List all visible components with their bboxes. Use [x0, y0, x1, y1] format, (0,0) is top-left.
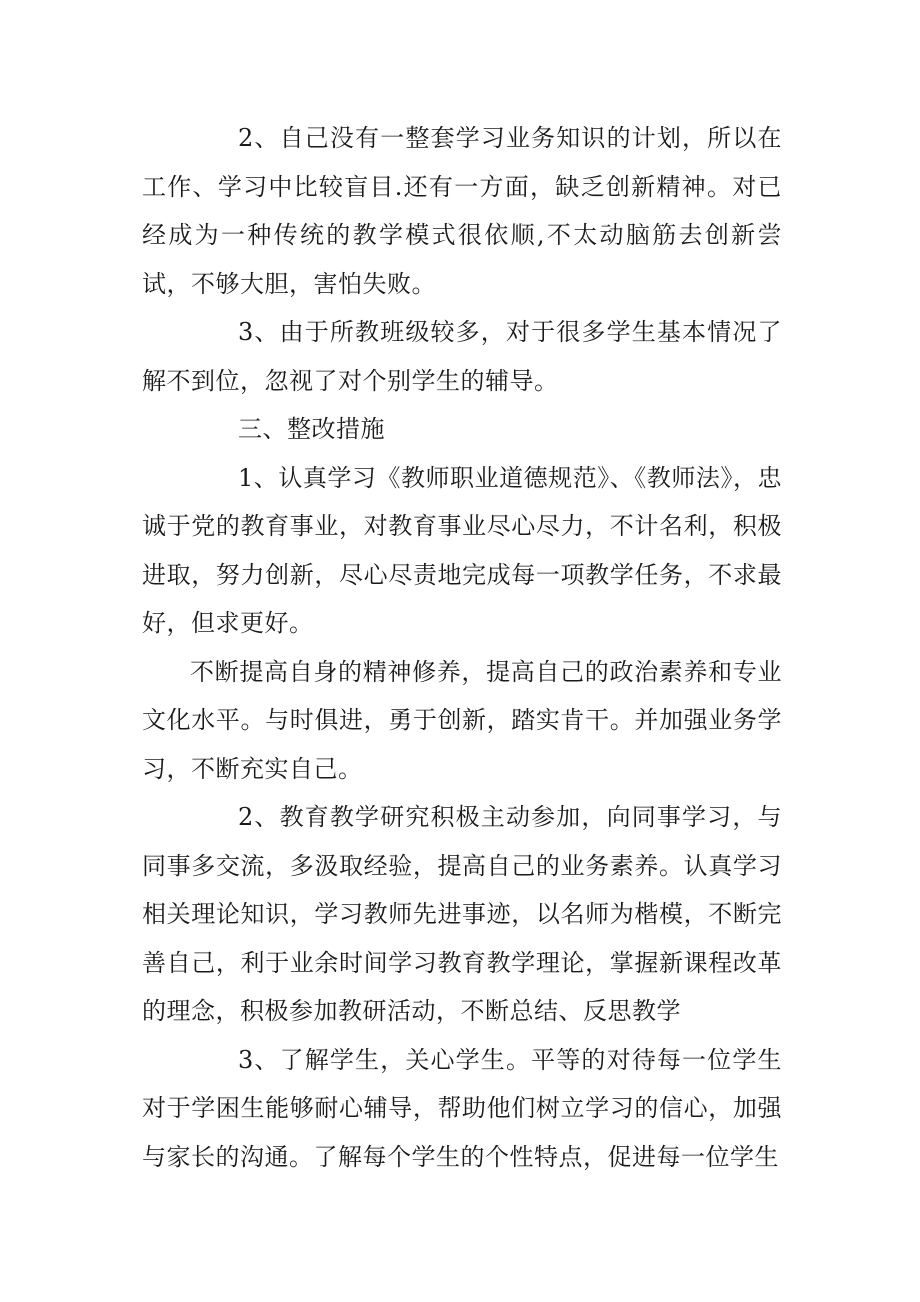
- paragraph-measure-2: 2、教育教学研究积极主动参加，向同事学习，与同事多交流，多汲取经验，提高自己的业务素养。认真学习相关理论知识，学习教师先进事迹，以名师为楷模，不断完善自己，利于业余时间学习教育教学理论，掌握新课程改革的理念，积极参加教研活动，不断总结、反思教学: [142, 803, 782, 1025]
- paragraph-measure-3: 3、了解学生，关心学生。平等的对待每一位学生对于学困生能够耐心辅导，帮助他们树立学习的信心，加强与家长的沟通。了解每个学生的个性特点，促进每一位学生: [142, 1045, 782, 1171]
- paragraph-self-improvement: 不断提高自身的精神修养，提高自己的政治素养和专业文化水平。与时俱进，勇于创新，踏实肯干。并加强业务学习，不断充实自己。: [142, 657, 782, 783]
- paragraph-point-3-problem: 3、由于所教班级较多，对于很多学生基本情况了解不到位，忽视了对个别学生的辅导。: [142, 318, 782, 395]
- section-heading-rectification: 三、整改措施: [238, 415, 385, 443]
- paragraph-measure-1: 1、认真学习《教师职业道德规范》、《教师法》，忠诚于党的教育事业，对教育事业尽心尽力，不计名利，积极进取，努力创新，尽心尽责地完成每一项教学任务，不求最好，但求更好。: [142, 463, 782, 637]
- paragraph-point-2-problem: 2、自己没有一整套学习业务知识的计划，所以在工作、学习中比较盲目.还有一方面，缺乏创新精神。对已经成为一种传统的教学模式很依顺,不太动脑筋去创新尝试，不够大胆，害怕失败。: [142, 124, 782, 298]
- document-body: [142, 114, 782, 1181]
